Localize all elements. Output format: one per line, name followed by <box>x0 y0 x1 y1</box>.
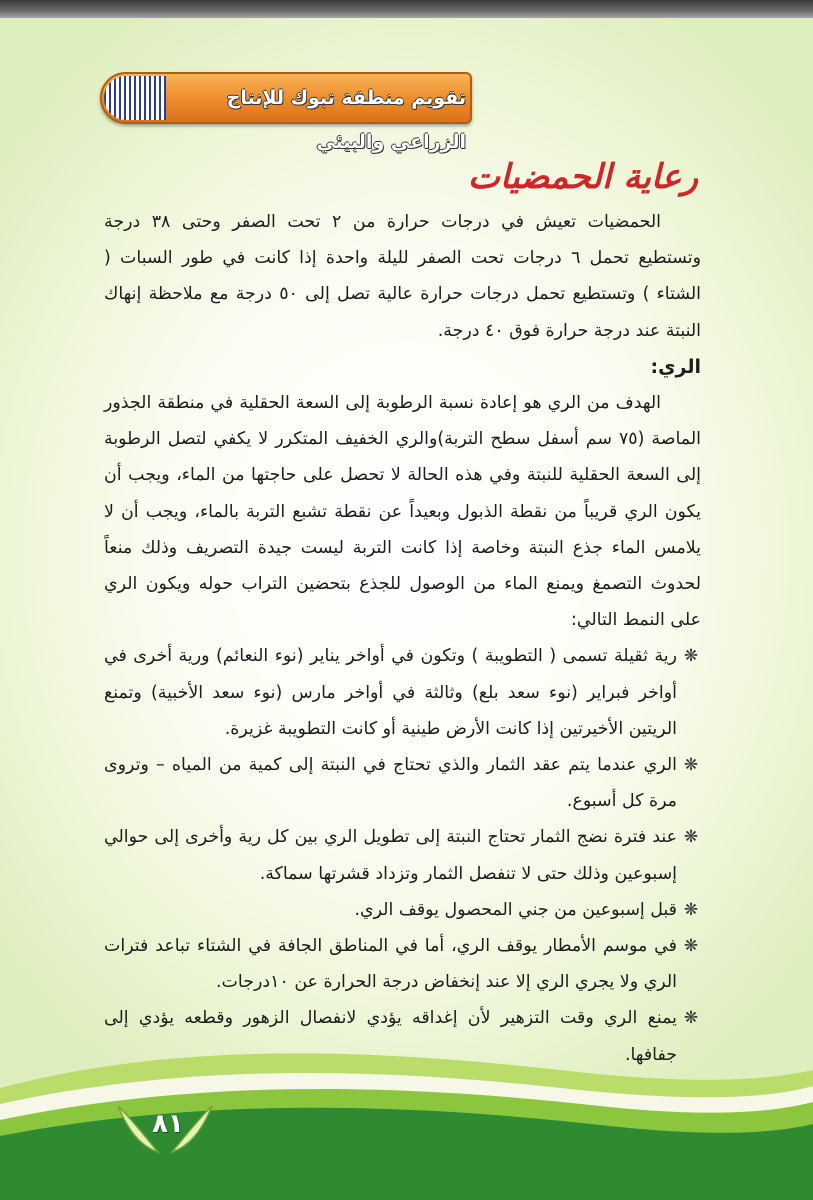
irrigation-paragraph: الهدف من الري هو إعادة نسبة الرطوبة إلى السعة الحقلية في منطقة الجذور الماصة (٧٥ سم أسفل سطح التربة)والري الخفيف المتكرر لا يكفي لتصل الرطوبة إلى السعة الحقلية للنبتة وفي هذه الحالة لا تحصل على حاجتها من الماء، ويجب أن يكون الري قريباً من نقطة الذبول وبعيداً عن نقطة تشبع التربة بالماء، ويجب أن لا يلامس الماء جذع النبتة وخاصة إذا كانت التربة ليست جيدة التصريف وذلك منعاً لحدوث التصمغ ويمنع الماء من الوصول للجذع بتحضين التراب حوله ويكون الري على النمط التالي: <box>104 393 701 631</box>
intro-paragraph: الحمضيات تعيش في درجات حرارة من ٢ تحت الصفر وحتى ٣٨ درجة وتستطيع تحمل ٦ درجات تحت الصفر لليلة واحدة إذا كانت في طور السبات ( الشتاء ) وتستطيع تحمل درجات حرارة عالية تصل إلى ٥٠ درجة مع ملاحظة إنهاك النبتة عند درجة حرارة فوق ٤٠ درجة. <box>104 212 701 341</box>
bullet-star-icon: ❋ <box>683 646 699 667</box>
list-item <box>104 638 701 747</box>
list-item <box>104 747 701 819</box>
list-item <box>104 928 701 1000</box>
list-item-text: رية ثقيلة تسمى ( التطويبة ) وتكون في أواخر يناير (نوء النعائم) ورية أخرى في أواخر فبراير (نوء سعد بلع) وثالثة في أواخر مارس (نوء سعد الأخبية) وتمنع الريتين الأخيرتين إذا كانت الأرض طينية أو كانت التطويبة غزيرة. <box>104 646 677 739</box>
list-item <box>104 819 701 891</box>
scan-top-edge <box>0 0 813 18</box>
bullet-star-icon: ❋ <box>683 755 699 776</box>
header-stripes-decoration <box>104 76 166 120</box>
bullet-star-icon: ❋ <box>683 1008 699 1029</box>
bullet-star-icon: ❋ <box>683 827 699 848</box>
bullet-star-icon: ❋ <box>683 899 699 920</box>
page-title: رعاية الحمضيات <box>467 157 698 197</box>
article-body <box>104 204 701 1073</box>
bullet-star-icon: ❋ <box>683 936 699 957</box>
list-item-text: الري عندما يتم عقد الثمار والذي تحتاج في النبتة إلى كمية من المياه – وتروى مرة كل أسبوع. <box>104 755 677 812</box>
list-item-text: يمنع الري وقت التزهير لأن إغداقه يؤدي لانفصال الزهور وقطعه يؤدي إلى جفافها. <box>104 1008 677 1065</box>
page-number: ٨١ <box>152 1109 184 1139</box>
list-item-text: عند فترة نضج الثمار تحتاج النبتة إلى تطويل الري بين كل رية وأخرى إلى حوالي إسبوعين وذلك حتى لا تنفصل الثمار وتزداد قشرتها سماكة. <box>104 827 677 884</box>
irrigation-heading: الري: <box>650 355 701 378</box>
list-item-text: قبل إسبوعين من جني المحصول يوقف الري. <box>354 899 677 920</box>
running-header-title: تقويم منطقة تبوك للإنتاج الزراعي والبيئي <box>226 87 466 153</box>
list-item-text: في موسم الأمطار يوقف الري، أما في المناطق الجافة في الشتاء تباعد فترات الري ولا يجري الري إلا عند إنخفاض درجة الحرارة عن ١٠درجات. <box>104 936 677 993</box>
list-item <box>104 892 701 928</box>
footer-wave-decoration <box>0 1040 813 1200</box>
